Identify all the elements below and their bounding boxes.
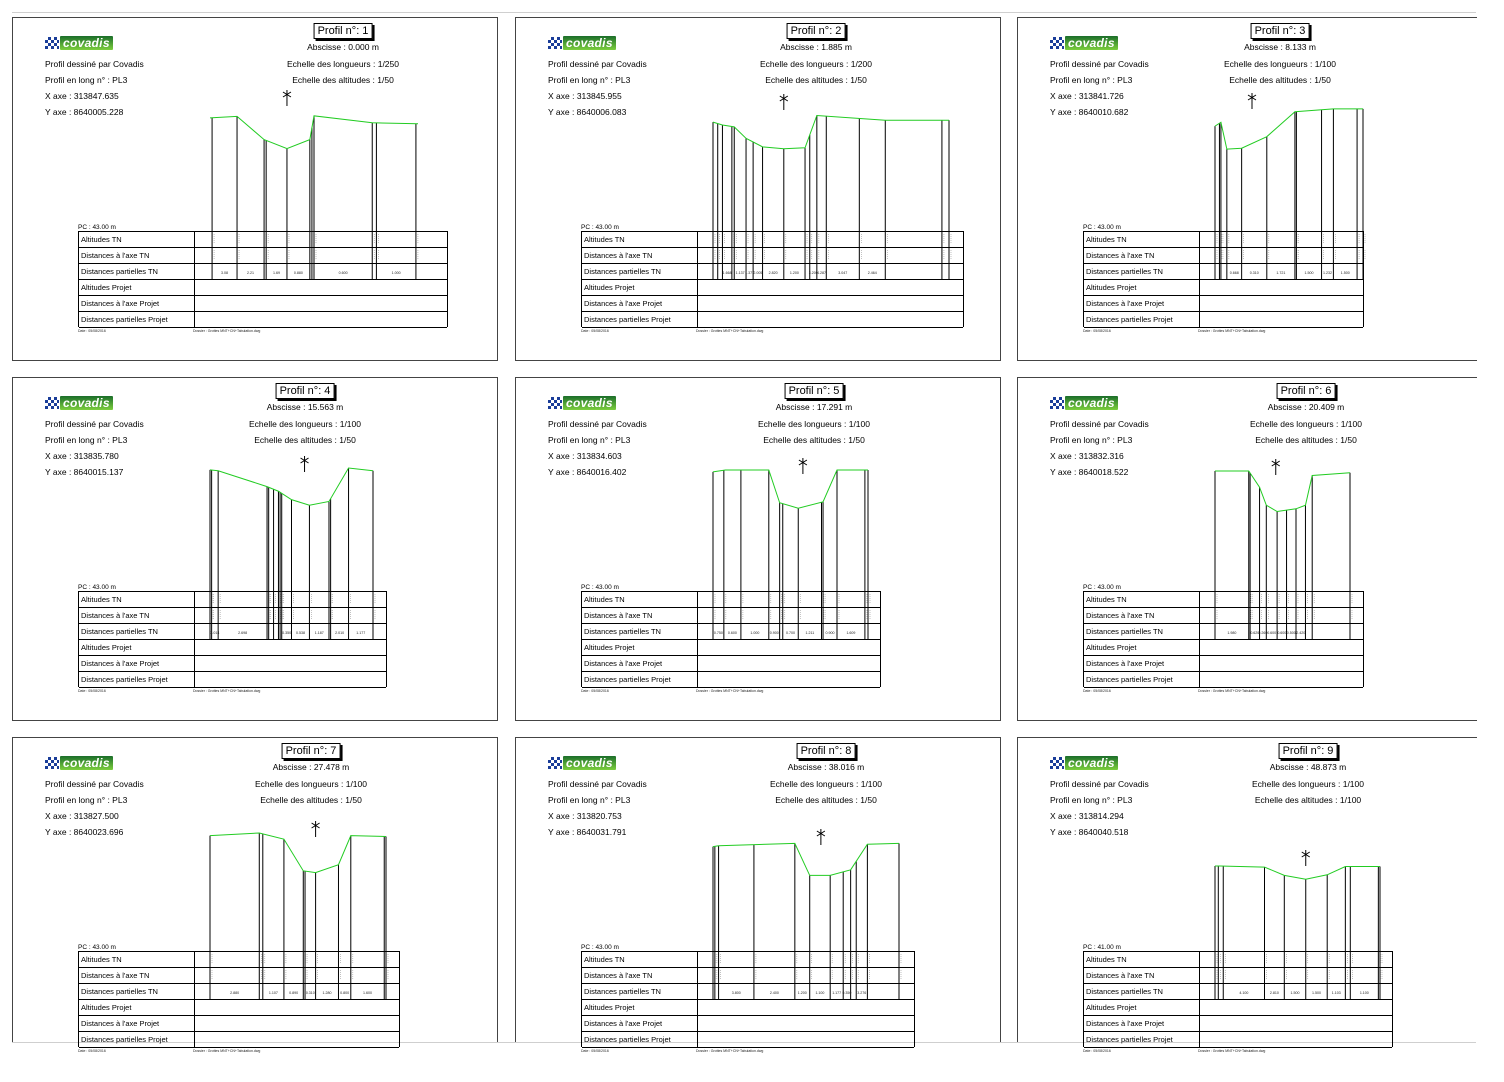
long-scale-text: Echelle des longueurs : 1/200 (760, 59, 872, 69)
date-footer: Date : 05/08/2016 (1083, 689, 1111, 693)
drawn-by-text: Profil dessiné par Covadis (1050, 59, 1149, 69)
table-row-label: Distances à l'axe Projet (1086, 299, 1165, 308)
partial-distance-label: 1.200 (797, 991, 807, 995)
partial-distance-label: 0.600 (1267, 631, 1277, 635)
logo-wordmark: covadis (563, 756, 616, 770)
profile-drawing (13, 378, 499, 722)
profile-drawing (516, 378, 1002, 722)
long-scale-text: Echelle des longueurs : 1/100 (1224, 59, 1336, 69)
partial-distance-label: 0.310 (305, 991, 315, 995)
y-axe-text: Y axe : 8640016.402 (548, 467, 627, 477)
pc-reference-text: PC : 43.00 m (78, 584, 116, 591)
sheet-top-border (12, 12, 1476, 13)
table-row-label: Altitudes TN (81, 955, 122, 964)
partial-distance-label: 1.000 (391, 271, 401, 275)
x-axe-text: X axe : 313814.294 (1050, 811, 1124, 821)
abscisse-text: Abscisse : 38.016 m (787, 762, 865, 772)
abscisse-text: Abscisse : 20.409 m (1267, 402, 1345, 412)
logo-wordmark: covadis (563, 36, 616, 50)
partial-distance-label: 2.010 (335, 631, 345, 635)
partial-distance-label: 1.211 (805, 631, 815, 635)
folder-footer: Dossier : Grottes MNT+CN+Tabulation.dwg (1198, 1049, 1266, 1053)
profil-long-text: Profil en long n° : PL3 (1050, 75, 1133, 85)
partial-distance-label: 3.014 (210, 631, 220, 635)
alt-scale-text: Echelle des altitudes : 1/100 (1254, 795, 1362, 805)
y-axe-text: Y axe : 8640040.518 (1050, 827, 1129, 837)
table-row-label: Altitudes TN (1086, 955, 1127, 964)
x-axe-text: X axe : 313835.780 (45, 451, 119, 461)
profile-panel (515, 737, 1001, 1053)
date-footer: Date : 05/08/2016 (581, 689, 609, 693)
axis-marker-icon (301, 456, 309, 472)
partial-distance-label: 1.500 (1290, 991, 1300, 995)
profile-panel (12, 17, 498, 361)
alt-scale-text: Echelle des altitudes : 1/50 (1255, 435, 1357, 445)
profil-long-text: Profil en long n° : PL3 (1050, 435, 1133, 445)
profile-drawing (13, 18, 499, 362)
profile-panel (1017, 377, 1477, 721)
folder-footer: Dossier : Grottes MNT+CN+Tabulation.dwg (696, 1049, 764, 1053)
table-row-label: Distances partielles Projet (584, 1035, 671, 1044)
terrain-profile-line (713, 843, 899, 875)
partial-distance-label: 0.600 (1277, 631, 1287, 635)
table-row-label: Altitudes Projet (1086, 283, 1137, 292)
partial-distance-label: 0.350 (282, 631, 292, 635)
terrain-profile-line (713, 116, 949, 149)
long-scale-text: Echelle des longueurs : 1/250 (287, 59, 399, 69)
table-row-label: Distances partielles Projet (81, 315, 168, 324)
table-row-label: Distances partielles Projet (584, 675, 671, 684)
table-row-label: Distances à l'axe TN (1086, 971, 1155, 980)
date-footer: Date : 05/08/2016 (581, 1049, 609, 1053)
table-row-label: Altitudes Projet (1086, 1003, 1137, 1012)
partial-distance-label: 1.177 (356, 631, 366, 635)
profile-drawing (13, 738, 499, 1082)
profile-panel (515, 377, 1001, 721)
profile-title: Profil n°: 6 (1277, 383, 1336, 399)
logo-wordmark: covadis (60, 36, 113, 50)
alt-scale-text: Echelle des altitudes : 1/50 (765, 75, 867, 85)
partial-distance-label: 0.350 (842, 991, 852, 995)
table-row-label: Distances partielles Projet (81, 1035, 168, 1044)
drawn-by-text: Profil dessiné par Covadis (45, 779, 144, 789)
abscisse-text: Abscisse : 17.291 m (775, 402, 853, 412)
partial-distance-label: 3.08 (221, 271, 229, 275)
table-row-label: Distances partielles Projet (1086, 1035, 1173, 1044)
partial-distance-label: 3.047 (838, 271, 848, 275)
y-axe-text: Y axe : 8640018.522 (1050, 467, 1129, 477)
table-row-label: Distances à l'axe TN (1086, 251, 1155, 260)
table-row-label: Distances partielles TN (584, 267, 661, 276)
partial-distance-label: 1.280 (322, 991, 332, 995)
date-footer: Date : 05/08/2016 (1083, 329, 1111, 333)
table-row-label: Distances partielles TN (81, 987, 158, 996)
partial-distance-label: 1.177 (832, 991, 842, 995)
logo-wordmark: covadis (60, 756, 113, 770)
date-footer: Date : 05/08/2016 (581, 329, 609, 333)
table-row-label: Altitudes Projet (81, 283, 132, 292)
partial-distance-label: 3.276 (857, 991, 867, 995)
x-axe-text: X axe : 313832.316 (1050, 451, 1124, 461)
table-row-label: Distances partielles TN (584, 987, 661, 996)
partial-distance-label: 0.538 (295, 631, 305, 635)
drawn-by-text: Profil dessiné par Covadis (548, 419, 647, 429)
partial-distance-label: 1.000 (750, 631, 760, 635)
partial-distance-label: 1.377 (745, 271, 755, 275)
partial-distance-label: 1.69 (273, 271, 281, 275)
profile-title: Profil n°: 7 (282, 743, 341, 759)
table-row-label: Distances à l'axe TN (81, 251, 150, 260)
table-row-label: Distances à l'axe Projet (81, 1019, 160, 1028)
folder-footer: Dossier : Grottes MNT+CN+Tabulation.dwg (193, 329, 261, 333)
table-row-label: Distances à l'axe Projet (1086, 659, 1165, 668)
folder-footer: Dossier : Grottes MNT+CN+Tabulation.dwg (1198, 329, 1266, 333)
table-row-label: Altitudes Projet (584, 1003, 635, 1012)
partial-distance-label: 4.287 (817, 271, 827, 275)
axis-marker-icon (780, 94, 788, 110)
table-row-label: Altitudes TN (584, 235, 625, 244)
partial-distance-label: 0.600 (338, 271, 348, 275)
terrain-profile-line (1215, 109, 1363, 149)
alt-scale-text: Echelle des altitudes : 1/50 (763, 435, 865, 445)
partial-distance-label: 1.200 (789, 271, 799, 275)
abscisse-text: Abscisse : 1.885 m (780, 42, 852, 52)
profile-panel (12, 737, 498, 1053)
x-axe-text: X axe : 313841.726 (1050, 91, 1124, 101)
logo-wordmark: covadis (1065, 36, 1118, 50)
long-scale-text: Echelle des longueurs : 1/100 (255, 779, 367, 789)
long-scale-text: Echelle des longueurs : 1/100 (1252, 779, 1364, 789)
pc-reference-text: PC : 43.00 m (1083, 224, 1121, 231)
partial-distance-label: 1.103 (1331, 991, 1341, 995)
partial-distance-label: 0.800 (340, 991, 350, 995)
table-row-label: Altitudes Projet (1086, 643, 1137, 652)
partial-distance-label: 0.260 (1258, 631, 1268, 635)
pc-reference-text: PC : 41.00 m (1083, 944, 1121, 951)
table-row-label: Distances à l'axe Projet (584, 1019, 663, 1028)
profile-panel (1017, 17, 1477, 361)
table-row-label: Distances partielles TN (81, 627, 158, 636)
table-row-label: Distances à l'axe TN (584, 971, 653, 980)
table-row-label: Altitudes Projet (584, 643, 635, 652)
terrain-profile-line (1215, 471, 1350, 512)
partial-distance-label: 0.310 (1249, 271, 1259, 275)
profile-title: Profil n°: 5 (785, 383, 844, 399)
alt-scale-text: Echelle des altitudes : 1/50 (254, 435, 356, 445)
table-row-label: Altitudes TN (1086, 235, 1127, 244)
pc-reference-text: PC : 43.00 m (78, 944, 116, 951)
table-row-label: Distances partielles Projet (1086, 315, 1173, 324)
table-row-label: Altitudes Projet (81, 643, 132, 652)
folder-footer: Dossier : Grottes MNT+CN+Tabulation.dwg (696, 329, 764, 333)
profile-title: Profil n°: 8 (797, 743, 856, 759)
drawn-by-text: Profil dessiné par Covadis (548, 779, 647, 789)
logo-wordmark: covadis (563, 396, 616, 410)
table-row-label: Distances à l'axe TN (81, 971, 150, 980)
table-row-label: Distances à l'axe Projet (1086, 1019, 1165, 1028)
profil-long-text: Profil en long n° : PL3 (548, 435, 631, 445)
partial-distance-label: 2.420 (1296, 631, 1306, 635)
alt-scale-text: Echelle des altitudes : 1/50 (292, 75, 394, 85)
x-axe-text: X axe : 313827.500 (45, 811, 119, 821)
table-row-label: Distances partielles Projet (1086, 675, 1173, 684)
drawn-by-text: Profil dessiné par Covadis (45, 419, 144, 429)
profil-long-text: Profil en long n° : PL3 (45, 795, 128, 805)
abscisse-text: Abscisse : 15.563 m (266, 402, 344, 412)
table-row-label: Distances à l'axe TN (1086, 611, 1155, 620)
table-row-label: Distances à l'axe Projet (81, 299, 160, 308)
pc-reference-text: PC : 43.00 m (1083, 584, 1121, 591)
table-row-label: Altitudes Projet (584, 283, 635, 292)
table-row-label: Distances à l'axe Projet (81, 659, 160, 668)
partial-distance-label: 2.464 (867, 271, 877, 275)
axis-marker-icon (799, 458, 807, 474)
folder-footer: Dossier : Grottes MNT+CN+Tabulation.dwg (696, 689, 764, 693)
table-row-label: Distances partielles TN (1086, 267, 1163, 276)
date-footer: Date : 05/08/2016 (1083, 1049, 1111, 1053)
profile-panel (1017, 737, 1477, 1053)
profile-title: Profil n°: 2 (787, 23, 846, 39)
profile-drawing (516, 18, 1002, 362)
table-row-label: Distances partielles Projet (81, 675, 168, 684)
table-row-label: Altitudes TN (81, 595, 122, 604)
date-footer: Date : 05/08/2016 (78, 1049, 106, 1053)
x-axe-text: X axe : 313820.753 (548, 811, 622, 821)
profile-drawing (1018, 378, 1504, 722)
x-axe-text: X axe : 313847.635 (45, 91, 119, 101)
partial-distance-label: 1.500 (1304, 271, 1314, 275)
profile-title: Profil n°: 9 (1279, 743, 1338, 759)
date-footer: Date : 05/08/2016 (78, 689, 106, 693)
partial-distance-label: 2.400 (769, 991, 779, 995)
abscisse-text: Abscisse : 48.873 m (1269, 762, 1347, 772)
table-row-label: Altitudes TN (584, 955, 625, 964)
profil-long-text: Profil en long n° : PL3 (45, 435, 128, 445)
partial-distance-label: 1.980 (1227, 631, 1237, 635)
profile-title: Profil n°: 4 (276, 383, 335, 399)
partial-distance-label: 1.232 (1322, 271, 1332, 275)
profil-long-text: Profil en long n° : PL3 (548, 75, 631, 85)
partial-distance-label: 1.668 (722, 271, 732, 275)
table-row-label: Altitudes Projet (81, 1003, 132, 1012)
abscisse-text: Abscisse : 27.478 m (272, 762, 350, 772)
table-row-label: Altitudes TN (584, 595, 625, 604)
folder-footer: Dossier : Grottes MNT+CN+Tabulation.dwg (1198, 689, 1266, 693)
pc-reference-text: PC : 43.00 m (581, 584, 619, 591)
partial-distance-label: 2.698 (238, 631, 248, 635)
y-axe-text: Y axe : 8640005.228 (45, 107, 124, 117)
profile-title: Profil n°: 3 (1251, 23, 1310, 39)
table-row-label: Distances à l'axe Projet (584, 659, 663, 668)
logo-wordmark: covadis (60, 396, 113, 410)
drawn-by-text: Profil dessiné par Covadis (1050, 779, 1149, 789)
x-axe-text: X axe : 313845.955 (548, 91, 622, 101)
long-scale-text: Echelle des longueurs : 1/100 (1250, 419, 1362, 429)
abscisse-text: Abscisse : 0.000 m (307, 42, 379, 52)
partial-distance-label: 0.880 (293, 271, 303, 275)
partial-distance-label: 1.137 (735, 271, 745, 275)
profile-panel (12, 377, 498, 721)
profile-drawing (516, 738, 1002, 1082)
long-scale-text: Echelle des longueurs : 1/100 (249, 419, 361, 429)
pc-reference-text: PC : 43.00 m (581, 944, 619, 951)
partial-distance-label: 2.005 (753, 271, 763, 275)
y-axe-text: Y axe : 8640023.696 (45, 827, 124, 837)
partial-distance-label: 0.900 (825, 631, 835, 635)
table-row-label: Distances partielles TN (81, 267, 158, 276)
partial-distance-label: 1.100 (815, 991, 825, 995)
partial-distance-label: 0.700 (786, 631, 795, 635)
alt-scale-text: Echelle des altitudes : 1/50 (775, 795, 877, 805)
partial-distance-label: 0.668 (1229, 271, 1239, 275)
partial-distance-label: 1.100 (1359, 991, 1369, 995)
table-row-label: Distances partielles TN (1086, 627, 1163, 636)
partial-distance-label: 1.721 (1276, 271, 1286, 275)
partial-distance-label: 2.820 (768, 271, 778, 275)
partial-distance-label: 0.750 (713, 631, 723, 635)
axis-marker-icon (312, 821, 320, 837)
partial-distance-label: 2.810 (1269, 991, 1279, 995)
profile-drawing (1018, 738, 1504, 1082)
partial-distance-label: 1.609 (846, 631, 856, 635)
partial-distance-label: 0.890 (289, 991, 299, 995)
profile-drawing (1018, 18, 1504, 362)
drawn-by-text: Profil dessiné par Covadis (1050, 419, 1149, 429)
axis-marker-icon (283, 90, 291, 106)
partial-distance-label: 0.620 (1250, 631, 1260, 635)
profil-long-text: Profil en long n° : PL3 (45, 75, 128, 85)
long-scale-text: Echelle des longueurs : 1/100 (770, 779, 882, 789)
profile-title: Profil n°: 1 (314, 23, 373, 39)
x-axe-text: X axe : 313834.603 (548, 451, 622, 461)
logo-wordmark: covadis (1065, 396, 1118, 410)
axis-marker-icon (1248, 93, 1256, 109)
table-row-label: Distances à l'axe TN (584, 611, 653, 620)
folder-footer: Dossier : Grottes MNT+CN+Tabulation.dwg (193, 1049, 261, 1053)
alt-scale-text: Echelle des altitudes : 1/50 (260, 795, 362, 805)
folder-footer: Dossier : Grottes MNT+CN+Tabulation.dwg (193, 689, 261, 693)
axis-marker-icon (817, 829, 825, 845)
drawn-by-text: Profil dessiné par Covadis (548, 59, 647, 69)
table-row-label: Distances à l'axe TN (584, 251, 653, 260)
axis-marker-icon (1272, 459, 1280, 475)
terrain-profile-line (210, 833, 386, 873)
table-row-label: Altitudes TN (1086, 595, 1127, 604)
partial-distance-label: 3.200 (808, 271, 818, 275)
profil-long-text: Profil en long n° : PL3 (548, 795, 631, 805)
y-axe-text: Y axe : 8640010.682 (1050, 107, 1129, 117)
partial-distance-label: 1.500 (1340, 271, 1350, 275)
partial-distance-label: 1.187 (314, 631, 324, 635)
partial-distance-label: 1.600 (363, 991, 373, 995)
pc-reference-text: PC : 43.00 m (581, 224, 619, 231)
partial-distance-label: 1.107 (268, 991, 278, 995)
date-footer: Date : 05/08/2016 (78, 329, 106, 333)
partial-distance-label: 0.500 (1286, 631, 1296, 635)
partial-distance-label: 2.880 (230, 991, 240, 995)
abscisse-text: Abscisse : 8.133 m (1244, 42, 1316, 52)
partial-distance-label: 3.800 (731, 991, 741, 995)
long-scale-text: Echelle des longueurs : 1/100 (758, 419, 870, 429)
logo-wordmark: covadis (1065, 756, 1118, 770)
partial-distance-label: 0.900 (769, 631, 779, 635)
partial-distance-label: 1.500 (1311, 991, 1321, 995)
alt-scale-text: Echelle des altitudes : 1/50 (1229, 75, 1331, 85)
y-axe-text: Y axe : 8640015.137 (45, 467, 124, 477)
table-row-label: Distances partielles TN (1086, 987, 1163, 996)
table-row-label: Altitudes TN (81, 235, 122, 244)
profile-panel (515, 17, 1001, 361)
partial-distance-label: 2.21 (247, 271, 255, 275)
pc-reference-text: PC : 43.00 m (78, 224, 116, 231)
table-row-label: Distances partielles Projet (584, 315, 671, 324)
terrain-profile-line (713, 470, 868, 508)
profil-long-text: Profil en long n° : PL3 (1050, 795, 1133, 805)
axis-marker-icon (1302, 850, 1310, 866)
table-row-label: Distances à l'axe Projet (584, 299, 663, 308)
y-axe-text: Y axe : 8640006.083 (548, 107, 627, 117)
y-axe-text: Y axe : 8640031.791 (548, 827, 627, 837)
terrain-profile-line (1215, 866, 1380, 879)
table-row-label: Distances à l'axe TN (81, 611, 150, 620)
partial-distance-label: 0.600 (727, 631, 737, 635)
table-row-label: Distances partielles TN (584, 627, 661, 636)
partial-distance-label: 4.100 (1239, 991, 1249, 995)
drawn-by-text: Profil dessiné par Covadis (45, 59, 144, 69)
